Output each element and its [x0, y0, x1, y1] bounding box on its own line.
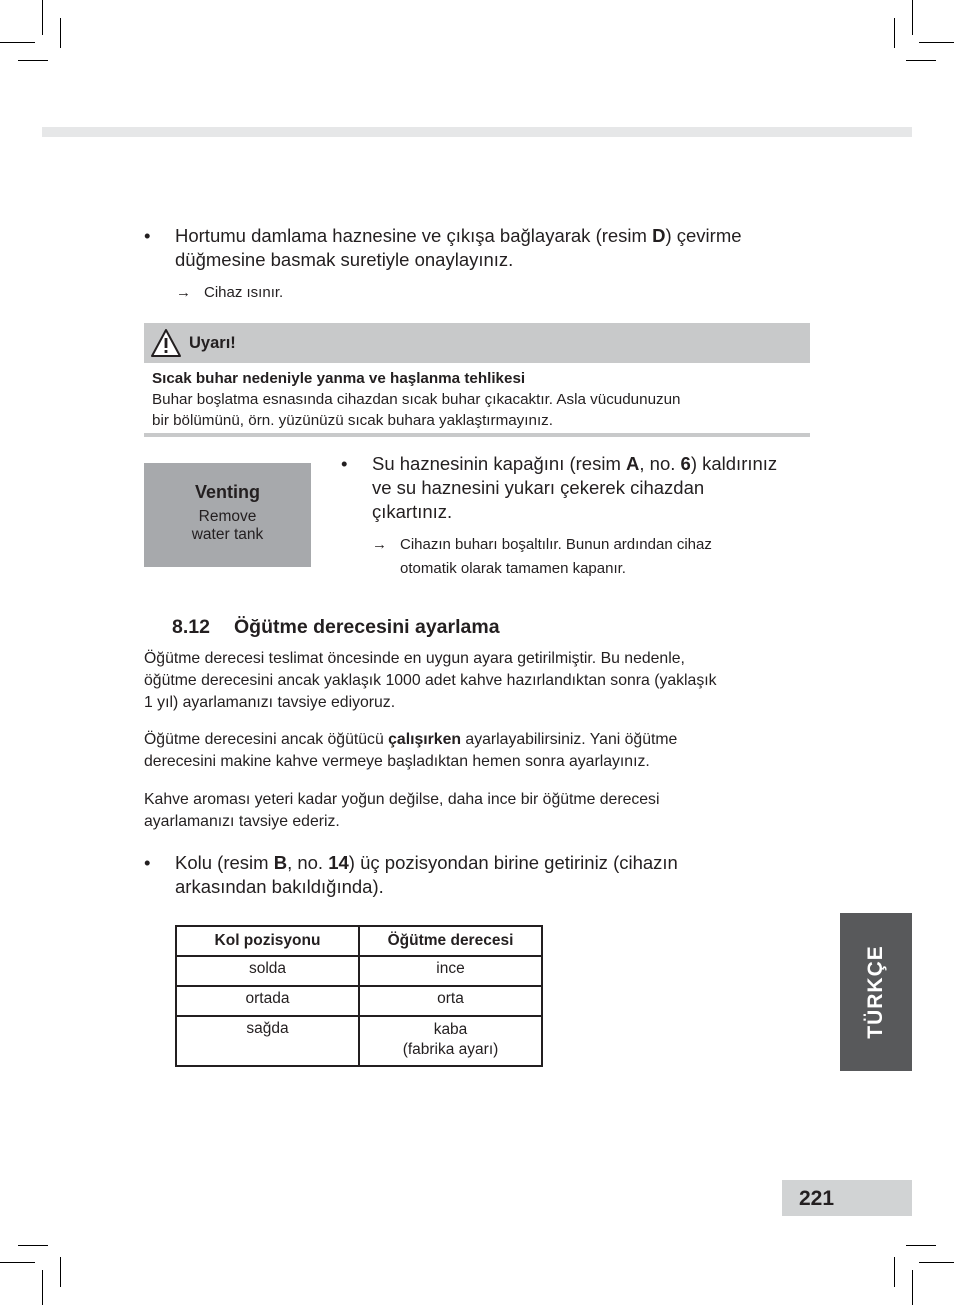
emphasis: çalışırken: [388, 731, 462, 748]
crop-mark: [60, 1257, 61, 1287]
display-text: Remove: [198, 508, 257, 525]
table-cell: ortada: [176, 986, 359, 1016]
warning-heading: Sıcak buhar nedeniyle yanma ve haşlanma tehlikesi: [152, 370, 526, 387]
section-title: Öğütme derecesini ayarlama: [234, 616, 500, 638]
warning-text: Buhar boşlatma esnasında cihazdan sıcak buhar çıkacaktır. Asla vücudunuzun: [152, 391, 681, 408]
bullet-text: arkasından bakıldığında).: [175, 876, 384, 897]
crop-mark: [919, 1262, 954, 1263]
page-number: 221: [799, 1187, 835, 1210]
crop-mark: [60, 18, 61, 48]
crop-mark: [18, 60, 48, 61]
warning-divider: [144, 433, 810, 437]
figure-ref: D: [652, 225, 666, 246]
crop-mark: [906, 1245, 936, 1246]
bullet-symbol: •: [144, 225, 151, 246]
page-number-box: [782, 1180, 912, 1216]
display-title: Venting: [194, 482, 260, 502]
bullet-text: Kolu (resim: [175, 852, 274, 873]
crop-mark: [912, 0, 913, 35]
arrow-icon: →: [176, 284, 191, 301]
crop-mark: [0, 42, 35, 43]
paragraph-line: Öğütme derecesini ancak öğütücü: [144, 731, 389, 748]
result-text: otomatik olarak tamamen kapanır.: [400, 560, 626, 577]
crop-mark: [0, 1262, 35, 1263]
bullet-text: ) çevirme: [665, 225, 742, 246]
table-cell: orta: [359, 986, 542, 1016]
crop-mark: [894, 1257, 895, 1287]
crop-mark: [18, 1245, 48, 1246]
bullet-text: Hortumu damlama haznesine ve çıkışa bağlayarak (resim: [175, 225, 653, 246]
paragraph-line: Kahve aroması yeteri kadar yoğun değilse, daha ince bir öğütme derecesi: [144, 791, 660, 808]
bullet-symbol: •: [341, 453, 348, 474]
paragraph-line: ayarlamanızı tavsiye ederiz.: [144, 813, 340, 830]
column-header: Öğütme derecesi: [359, 926, 542, 956]
bullet-text: , no.: [287, 852, 329, 873]
result-heats-up: [176, 281, 676, 305]
table-row: [176, 1016, 542, 1066]
section-number: 8.12: [172, 616, 210, 638]
language-label: TÜRKÇE: [864, 945, 887, 1039]
table-header-row: [176, 926, 542, 956]
result-text: Cihazın buharı boşaltılır. Bunun ardından cihaz: [400, 536, 712, 553]
table-cell: [359, 1016, 542, 1066]
table-cell: solda: [176, 956, 359, 986]
bullet-text: düğmesine basmak suretiyle onaylayınız.: [175, 249, 514, 270]
bullet-text: ) kaldırınız: [690, 453, 778, 474]
paragraph-line: öğütme derecesini ancak yaklaşık 1000 adet kahve hazırlandıktan sonra (yaklaşık: [144, 672, 717, 689]
bullet-text: çıkartınız.: [372, 501, 453, 522]
result-steam-released: [372, 533, 812, 581]
crop-mark: [912, 1270, 913, 1305]
bullet-symbol: •: [144, 852, 151, 873]
crop-mark: [919, 42, 954, 43]
device-display: [144, 463, 311, 567]
table-row: [176, 956, 542, 986]
paragraph-line: 1 yıl) ayarlamanızı tavsiye ediyoruz.: [144, 694, 396, 711]
crop-mark: [42, 0, 43, 35]
crop-mark: [906, 60, 936, 61]
table-row: [176, 986, 542, 1016]
bullet-hose-connect: [144, 224, 824, 274]
bullet-text: ve su haznesini yukarı çekerek cihazdan: [372, 477, 705, 498]
table-cell-line: (fabrika ayarı): [402, 1041, 499, 1058]
part-number: 6: [680, 453, 691, 474]
warning-title: Uyarı!: [189, 334, 236, 352]
display-text: water tank: [191, 526, 264, 543]
table-cell-line: kaba: [433, 1021, 468, 1038]
crop-mark: [894, 18, 895, 48]
paragraph-line: ayarlayabilirsiniz. Yani öğütme: [461, 731, 678, 748]
warning-text: bir bölümünü, örn. yüzünüzü sıcak buhara yaklaştırmayınız.: [152, 412, 553, 429]
paragraph-line: derecesini makine kahve vermeye başladıktan hemen sonra ayarlayınız.: [144, 753, 650, 770]
warning-header: [144, 323, 810, 363]
result-text: Cihaz ısınır.: [204, 284, 284, 301]
paragraph-line: Öğütme derecesi teslimat öncesinde en uygun ayara getirilmiştir. Bu nedenle,: [144, 650, 685, 667]
crop-mark: [42, 1270, 43, 1305]
figure-ref: B: [273, 852, 288, 873]
arrow-icon: →: [372, 536, 387, 553]
bullet-remove-tank: [341, 452, 821, 526]
table-cell: sağda: [176, 1016, 359, 1066]
warning-triangle-icon: [150, 328, 182, 358]
header-bar: [42, 127, 912, 137]
column-header: Kol pozisyonu: [176, 926, 359, 956]
bullet-text: ) üç pozisyondan birine getiriniz (cihazın: [348, 852, 678, 873]
paragraph: [144, 729, 804, 773]
grind-setting-table: [175, 925, 543, 1067]
part-number: 14: [328, 852, 349, 873]
paragraph: [144, 789, 804, 833]
bullet-text: Su haznesinin kapağını (resim: [372, 453, 626, 474]
language-tab: [840, 913, 912, 1071]
table-cell: ince: [359, 956, 542, 986]
figure-ref: A: [626, 453, 640, 474]
warning-body: [152, 368, 802, 431]
bullet-lever: [144, 851, 824, 901]
paragraph: [144, 648, 804, 714]
bullet-text: , no.: [639, 453, 681, 474]
